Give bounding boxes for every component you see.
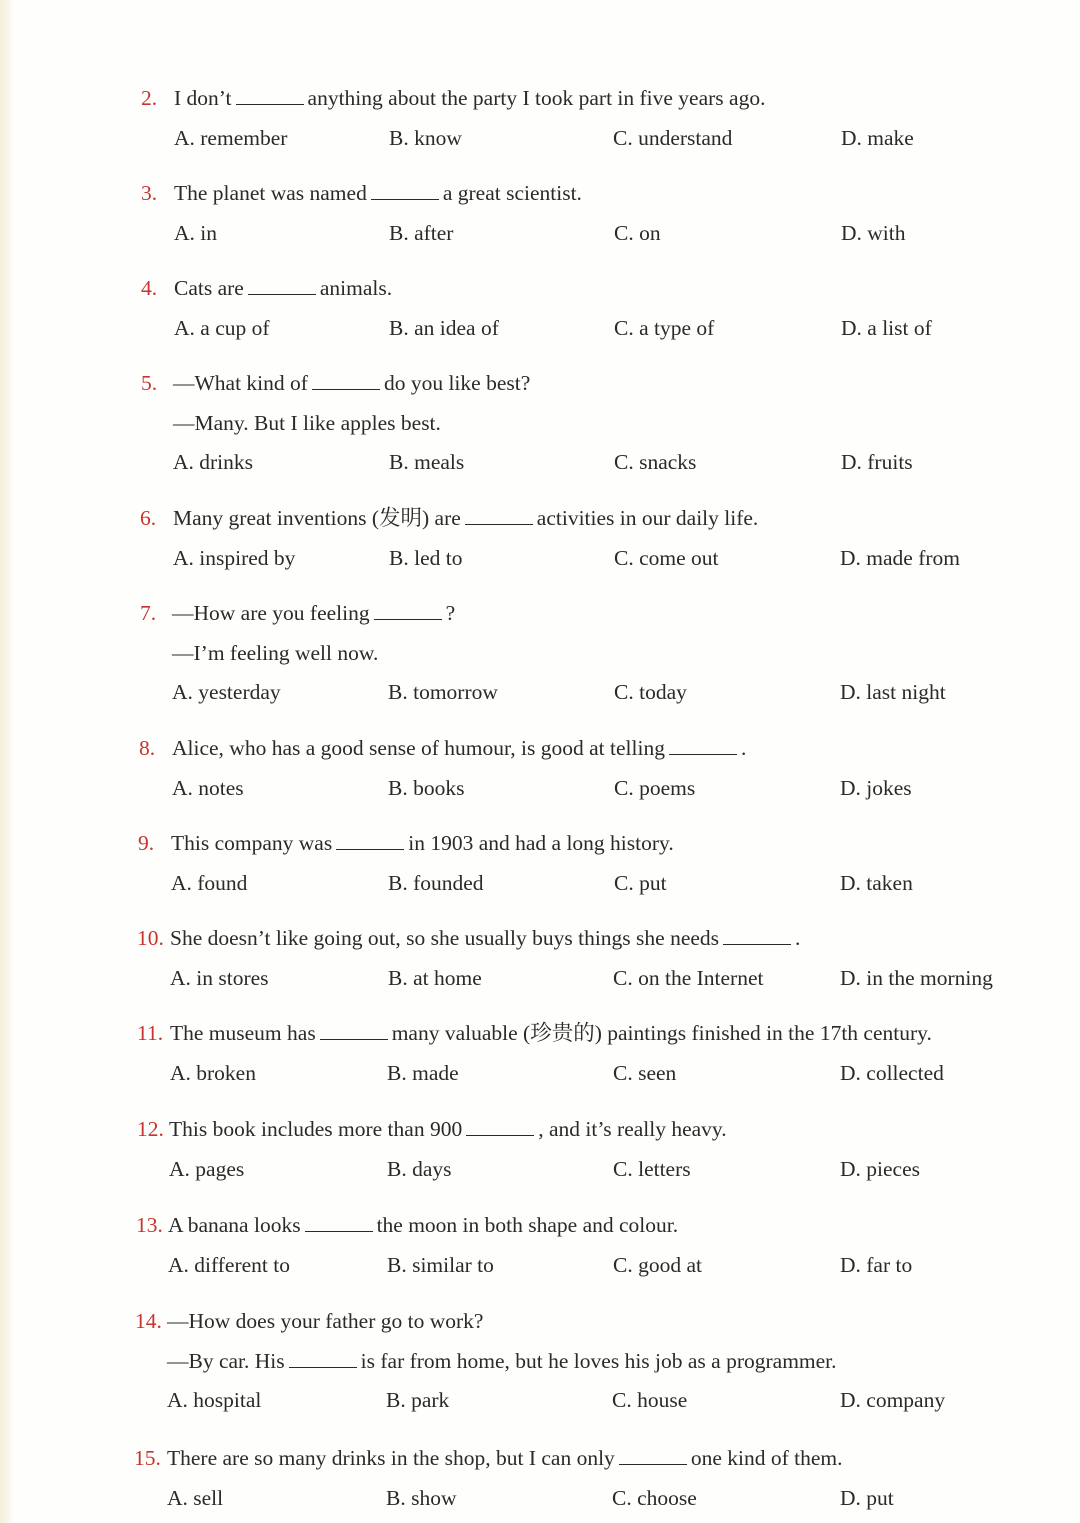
question-text: one kind of them. [690,1446,843,1470]
question-text-line [141,178,582,208]
answer-option-d[interactable]: D. a list of [841,315,932,340]
question-number: 11. [137,1021,164,1045]
answer-option-a[interactable]: A. drinks [173,450,254,474]
answer-option-c[interactable]: C. poems [614,775,696,800]
question-text-line [135,1346,837,1376]
question-text-line [135,1306,483,1336]
answer-option-b[interactable]: B. made [387,1060,459,1085]
answer-option-b[interactable]: B. books [388,775,465,800]
answer-option-a[interactable]: A. sell [167,1485,224,1510]
answer-option-d[interactable]: D. made from [840,545,961,570]
answer-blank [466,1134,534,1136]
question-number: 3. [141,181,158,205]
question-text: The museum has [170,1021,316,1045]
question-text: animals. [319,276,393,300]
answer-option-a[interactable]: A. found [171,870,248,895]
question-text-line [140,638,378,668]
answer-option-c[interactable]: C. good at [613,1252,702,1277]
answer-option-b[interactable]: B. after [389,220,454,245]
question-text: —I’m feeling well now. [172,640,379,665]
answer-option-b[interactable]: B. meals [389,450,465,474]
answer-option-a[interactable]: A. notes [172,775,244,800]
question-text: Cats are [174,276,244,300]
question-text: This company was [171,831,333,855]
question-text: —How are you feeling [172,601,370,625]
question-text: activities in our daily life. [536,506,759,530]
question-text-line [136,1210,678,1240]
answer-option-c[interactable]: C. a type of [614,315,715,340]
question-text: the moon in both shape and colour. [376,1213,679,1237]
question-text-line [140,598,455,628]
answer-blank [371,198,439,200]
answer-option-d[interactable]: D. pieces [840,1156,920,1181]
question-text-line [141,83,765,113]
question-number: 15. [134,1446,161,1470]
question-text-line [141,408,441,438]
answer-blank [336,848,404,850]
question-number: 12. [137,1117,164,1141]
answer-option-a[interactable]: A. inspired by [173,545,296,570]
question-text: many valuable (珍贵的) paintings finished in the 17th century. [391,1021,932,1045]
answer-blank [248,293,316,295]
answer-option-b[interactable]: B. days [387,1156,452,1181]
answer-option-b[interactable]: B. tomorrow [388,680,498,704]
question-text: She doesn’t like going out, so she usually buys things she needs [170,926,720,950]
question-text-line [141,273,392,303]
question-text: I don’t [174,86,232,110]
question-text: —Many. But I like apples best. [173,410,441,435]
question-number: 9. [138,831,155,855]
question-text: is far from home, but he loves his job as a programmer. [360,1348,837,1373]
question-text-line [140,503,758,533]
answer-option-d[interactable]: D. fruits [841,450,913,474]
question-text-line [138,828,674,858]
answer-blank [236,103,304,105]
answer-option-c[interactable]: C. understand [613,125,733,150]
answer-option-a[interactable]: A. a cup of [174,315,270,340]
answer-blank [312,388,380,390]
answer-option-d[interactable]: D. company [840,1388,946,1412]
question-text: A banana looks [168,1213,301,1237]
answer-blank [619,1463,687,1465]
question-text-line [141,368,530,398]
question-text: anything about the party I took part in five years ago. [307,86,766,110]
answer-option-d[interactable]: D. put [840,1485,894,1510]
question-text: Alice, who has a good sense of humour, is good at telling [172,736,665,760]
question-text: —What kind of [173,371,308,395]
answer-option-d[interactable]: D. far to [840,1252,913,1277]
question-text: , and it’s really heavy. [538,1117,727,1141]
question-text: do you like best? [383,371,531,395]
question-text: . [740,736,747,760]
answer-blank [320,1038,388,1040]
question-number: 10. [137,926,164,950]
answer-option-c[interactable]: C. snacks [614,450,697,474]
answer-option-c[interactable]: C. come out [614,545,719,570]
answer-option-c[interactable]: C. today [614,680,687,704]
answer-option-c[interactable]: C. seen [613,1060,677,1085]
question-text-line [137,923,800,953]
question-text: a great scientist. [442,181,582,205]
question-number: 2. [141,86,158,110]
answer-option-c[interactable]: C. house [612,1388,688,1412]
question-text-line [137,1018,932,1048]
question-number: 14. [135,1309,162,1333]
answer-option-d[interactable]: D. taken [840,870,913,895]
answer-option-c[interactable]: C. on the Internet [613,965,764,990]
answer-option-a[interactable]: A. yesterday [172,680,281,704]
question-text: ? [445,601,456,625]
answer-option-a[interactable]: A. hospital [167,1388,262,1412]
question-number: 4. [141,276,158,300]
question-number: 8. [139,736,156,760]
question-text-line [134,1443,842,1473]
question-text: —By car. His [167,1348,285,1373]
answer-option-a[interactable]: A. in [174,220,217,245]
answer-option-d[interactable]: D. jokes [840,775,912,800]
question-number: 5. [141,371,158,395]
answer-blank [374,618,442,620]
answer-option-a[interactable]: A. pages [169,1156,245,1181]
question-text: —How does your father go to work? [167,1309,484,1333]
answer-option-a[interactable]: A. broken [170,1060,256,1085]
answer-blank [669,753,737,755]
answer-option-b[interactable]: B. led to [389,545,463,570]
answer-option-c[interactable]: C. choose [612,1485,697,1510]
question-text: Many great inventions (发明) are [173,506,461,530]
answer-option-d[interactable]: D. collected [840,1060,944,1085]
answer-option-b[interactable]: B. know [389,125,462,150]
answer-option-c[interactable]: C. put [614,870,667,895]
question-text-line [139,733,746,763]
question-text: There are so many drinks in the shop, but I can only [167,1446,615,1470]
answer-option-d[interactable]: D. last night [840,680,946,704]
answer-option-a[interactable]: A. different to [168,1252,290,1277]
question-number: 7. [140,601,157,625]
question-text: The planet was named [174,181,367,205]
answer-option-b[interactable]: B. similar to [387,1252,494,1277]
answer-option-b[interactable]: B. show [386,1485,457,1510]
answer-blank [289,1366,357,1368]
question-number: 13. [136,1213,163,1237]
answer-blank [723,943,791,945]
answer-option-b[interactable]: B. at home [388,965,482,990]
answer-option-d[interactable]: D. make [841,125,914,150]
answer-option-a[interactable]: A. in stores [170,965,269,990]
answer-option-c[interactable]: C. letters [613,1156,691,1181]
answer-blank [305,1230,373,1232]
answer-option-c[interactable]: C. on [614,220,661,245]
question-number: 6. [140,506,157,530]
answer-blank [465,523,533,525]
question-text: in 1903 and had a long history. [408,831,674,855]
answer-option-b[interactable]: B. park [386,1388,450,1412]
question-text: This book includes more than 900 [169,1117,463,1141]
answer-option-d[interactable]: D. with [841,220,906,245]
answer-option-b[interactable]: B. founded [388,870,484,895]
answer-option-d[interactable]: D. in the morning [840,965,993,990]
answer-option-b[interactable]: B. an idea of [389,315,499,340]
question-text: . [795,926,801,950]
answer-option-a[interactable]: A. remember [174,125,288,150]
question-text-line [137,1114,727,1144]
